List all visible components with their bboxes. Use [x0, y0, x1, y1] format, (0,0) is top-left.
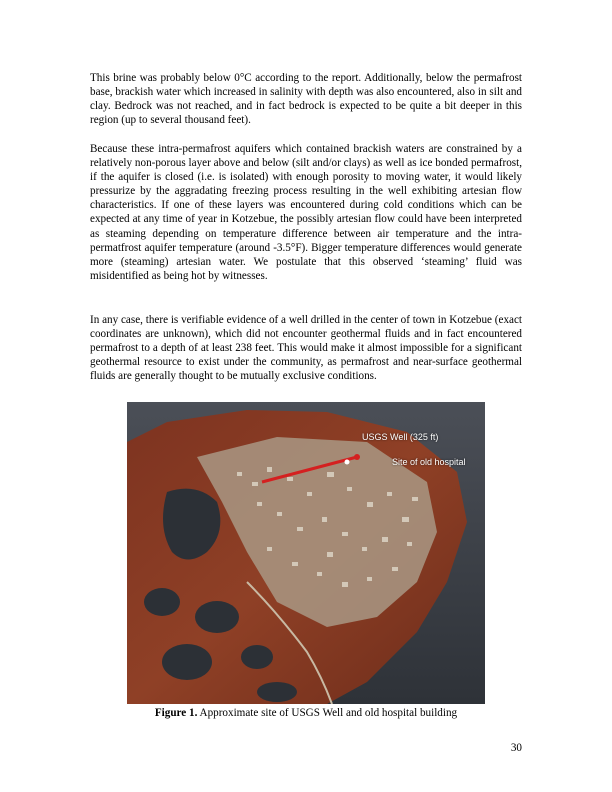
pond	[241, 645, 273, 669]
usgs-well-label: USGS Well (325 ft)	[362, 432, 439, 442]
paragraph-3: In any case, there is verifiable evidence of a well drilled in the center of town in Kotzebue (exact coordinates are unknown), which did not encounter geothermal fluids and in fact encountered permafrost to a depth of at least 238 feet. This would make it almost impossible for a significant geothermal resource to exist under the community, as permafrost and near-surface geothermal fluids are generally thought to be mutually exclusive conditions.	[90, 314, 522, 383]
paragraph-2: Because these intra-permafrost aquifers which contained brackish waters are constrained by a relatively non-porous layer above and below (silt and/or clays) as well as ice bonded permafrost, if the aquifer is closed (i.e. is isolated) with enough porosity to moving water, it would likely pressurize by the aggradating freezing process resulting in the well exhibiting artesian flow characteristics. If one of these layers was encountered during cold conditions which can be expected at any time of year in Kotzebue, the possibly artesian flow could have been interpreted as steaming depending on temperature difference between air temperature and the intra-permatfrost aquifer temperature (around -3.5°F). Bigger temperature differences would generate more (steaming) artesian water. We postulate that this observed ‘steaming’ fluid was misidentified as being hot by witnesses.	[90, 143, 522, 282]
page-number: 30	[510, 742, 522, 754]
old-hospital-label: Site of old hospital	[392, 457, 466, 467]
hospital-marker	[345, 460, 350, 465]
figure-caption-label: Figure 1.	[154, 707, 198, 719]
pond	[195, 601, 239, 633]
paragraph-1: This brine was probably below 0°C according to the report. Additionally, below the permafrost base, brackish water which increased in salinity with depth was also encountered, also in silt and clay. Bedrock was not reached, and in fact bedrock is expected to be quite a bit deeper in this region (up to several thousand feet).	[90, 72, 522, 127]
well-marker	[354, 454, 360, 460]
figure-caption-text: Approximate site of USGS Well and old hospital building	[197, 707, 458, 719]
aerial-photo-illustration	[127, 402, 485, 704]
pond	[144, 588, 180, 616]
figure-caption	[90, 706, 522, 720]
pond	[162, 644, 212, 680]
pond	[257, 682, 297, 702]
aerial-photo-kotzebue	[127, 402, 485, 704]
